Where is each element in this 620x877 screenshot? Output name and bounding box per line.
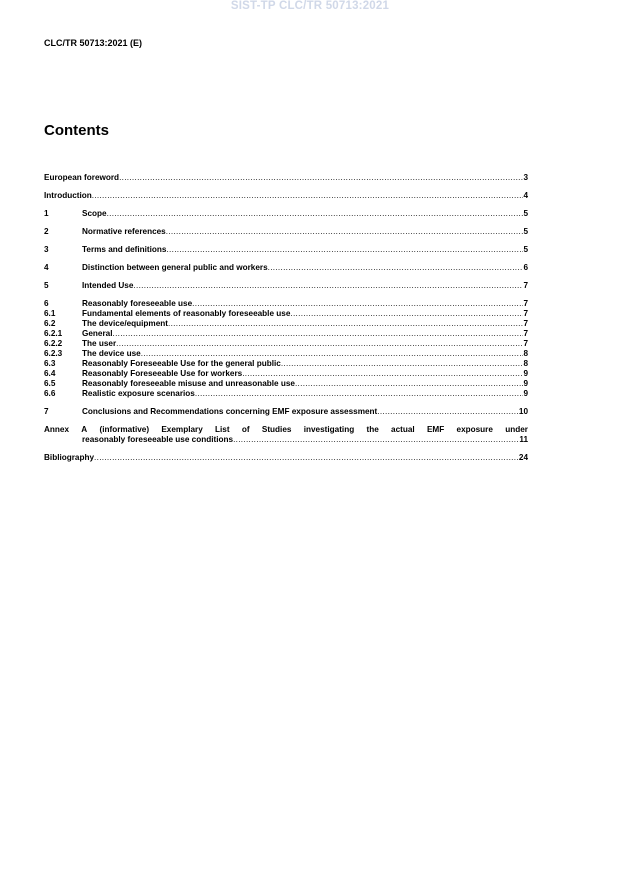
document-id: CLC/TR 50713:2021 (E) (44, 38, 143, 48)
toc-entry[interactable] (44, 389, 528, 399)
toc-entry-title: The device use (82, 349, 141, 358)
toc-page-number: 6 (523, 263, 528, 272)
toc-leader-dots (290, 309, 523, 319)
toc-annex-title-line (44, 425, 528, 435)
toc-entry-title: Reasonably Foreseeable Use for the general public (82, 359, 281, 368)
toc-annex-word: (informative) (99, 425, 150, 434)
toc-page-number: 7 (523, 309, 528, 318)
toc-page-number: 8 (523, 359, 528, 368)
toc-entry-title: Introduction (44, 191, 92, 200)
toc-entry-number: 6.5 (44, 379, 56, 388)
toc-annex-title-cont: reasonably foreseeable use conditions (82, 435, 234, 444)
toc-annex-word: Exemplary (161, 425, 203, 434)
toc-page-number: 4 (523, 191, 528, 200)
toc-page-number: 10 (518, 407, 528, 416)
toc-entry-title: Normative references (82, 227, 166, 236)
toc-annex-word: the (366, 425, 379, 434)
toc-page-number: 7 (523, 339, 528, 348)
toc-entries (44, 173, 528, 417)
toc-leader-dots (268, 263, 524, 273)
toc-annex-word: List (215, 425, 230, 434)
toc-entry[interactable] (44, 339, 528, 349)
toc-annex-continuation (44, 435, 528, 445)
toc-annex-word: Annex (44, 425, 70, 434)
toc-entry-title: General (82, 329, 113, 338)
toc-leader-dots (119, 173, 523, 183)
toc-entry[interactable] (44, 173, 528, 183)
toc-leader-dots (113, 329, 524, 339)
toc-entry[interactable] (44, 319, 528, 329)
toc-annex-entry[interactable] (44, 425, 528, 445)
toc-entry-title: Fundamental elements of reasonably foreseeable use (82, 309, 291, 318)
toc-entry-title: Reasonably Foreseeable Use for workers (82, 369, 243, 378)
toc-entry-number: 3 (44, 245, 49, 254)
toc-annex-word: under (505, 425, 528, 434)
toc-entry-title: The device/equipment (82, 319, 168, 328)
toc-entry-title: Distinction between general public and workers (82, 263, 268, 272)
toc-leader-dots (107, 209, 524, 219)
toc-annex-word: actual (391, 425, 415, 434)
toc-page-number: 5 (523, 227, 528, 236)
toc-page-number: 9 (523, 389, 528, 398)
toc-page-number: 7 (523, 281, 528, 290)
toc-page-number: 11 (519, 435, 528, 444)
toc-page-number: 9 (523, 369, 528, 378)
toc-entry[interactable] (44, 245, 528, 255)
toc-entry-number: 6.2.1 (44, 329, 63, 338)
toc-leader-dots (192, 299, 523, 309)
toc-entry[interactable] (44, 299, 528, 309)
toc-leader-dots (242, 369, 523, 379)
toc-entry-number: 2 (44, 227, 49, 236)
toc-entry[interactable] (44, 209, 528, 219)
toc-entry[interactable] (44, 407, 528, 417)
toc-entry-bibliography[interactable] (44, 453, 528, 463)
watermark: SIST-TP CLC/TR 50713:2021 (230, 0, 390, 12)
toc-annex-word: EMF (426, 425, 445, 434)
toc-page-number: 7 (523, 299, 528, 308)
toc-annex-word: exposure (456, 425, 493, 434)
toc-leader-dots (195, 389, 524, 399)
toc-page-number: 7 (523, 329, 528, 338)
toc-entry-title: Reasonably foreseeable use (82, 299, 193, 308)
toc-entry-number: 7 (44, 407, 49, 416)
toc-entry-number: 6.2 (44, 319, 56, 328)
toc-entry[interactable] (44, 281, 528, 291)
toc-annex-word: of (241, 425, 250, 434)
toc-entry[interactable] (44, 227, 528, 237)
toc-page-number: 3 (523, 173, 528, 182)
toc-page-number: 24 (518, 453, 528, 462)
toc-leader-dots (281, 359, 524, 369)
toc-entry-number: 6.6 (44, 389, 56, 398)
toc-entry-title: Terms and definitions (82, 245, 167, 254)
toc-annex-word: investigating (303, 425, 355, 434)
toc-entry[interactable] (44, 369, 528, 379)
toc-entry[interactable] (44, 329, 528, 339)
toc-annex-word: A (81, 425, 88, 434)
toc-entry[interactable] (44, 191, 528, 201)
toc-entry-number: 5 (44, 281, 49, 290)
toc-leader-dots (233, 435, 519, 445)
toc-entry-number: 6.4 (44, 369, 56, 378)
toc-leader-dots (116, 339, 523, 349)
toc-page-number: 5 (523, 245, 528, 254)
toc-entry-number: 6.2.3 (44, 349, 63, 358)
toc-leader-dots (166, 245, 523, 255)
toc-entry-title: European foreword (44, 173, 120, 182)
contents-heading: Contents (44, 122, 109, 139)
toc-page-number: 7 (523, 319, 528, 328)
toc-leader-dots (295, 379, 523, 389)
toc-entry[interactable] (44, 309, 528, 319)
toc-page-number: 9 (523, 379, 528, 388)
toc-entry-number: 6 (44, 299, 49, 308)
toc-leader-dots (166, 227, 524, 237)
toc-entry-title: The user (82, 339, 117, 348)
toc-entry-number: 6.3 (44, 359, 56, 368)
toc-entry-title: Reasonably foreseeable misuse and unreasonable use (82, 379, 295, 388)
toc-leader-dots (133, 281, 523, 291)
toc-leader-dots (168, 319, 523, 329)
toc-entry-number: 6.2.2 (44, 339, 63, 348)
toc-entry-number: 6.1 (44, 309, 56, 318)
toc-entry[interactable] (44, 349, 528, 359)
toc-entry-title: Scope (82, 209, 107, 218)
toc-entry-title: Bibliography (44, 453, 95, 462)
toc-entry[interactable] (44, 379, 528, 389)
toc-entry[interactable] (44, 263, 528, 273)
toc-annex-word: Studies (261, 425, 292, 434)
toc-entry-number: 1 (44, 209, 49, 218)
toc-page-number: 5 (523, 209, 528, 218)
toc-entry-title: Conclusions and Recommendations concerning EMF exposure assessment (82, 407, 378, 416)
toc-leader-dots (377, 407, 519, 417)
toc-leader-dots (94, 453, 519, 463)
toc-page-number: 8 (523, 349, 528, 358)
toc-entry-number: 4 (44, 263, 49, 272)
toc-entry-title: Realistic exposure scenarios (82, 389, 195, 398)
toc-entry-title: Intended Use (82, 281, 134, 290)
toc-leader-dots (92, 191, 524, 201)
table-of-contents (44, 173, 528, 463)
toc-leader-dots (141, 349, 524, 359)
toc-entry[interactable] (44, 359, 528, 369)
